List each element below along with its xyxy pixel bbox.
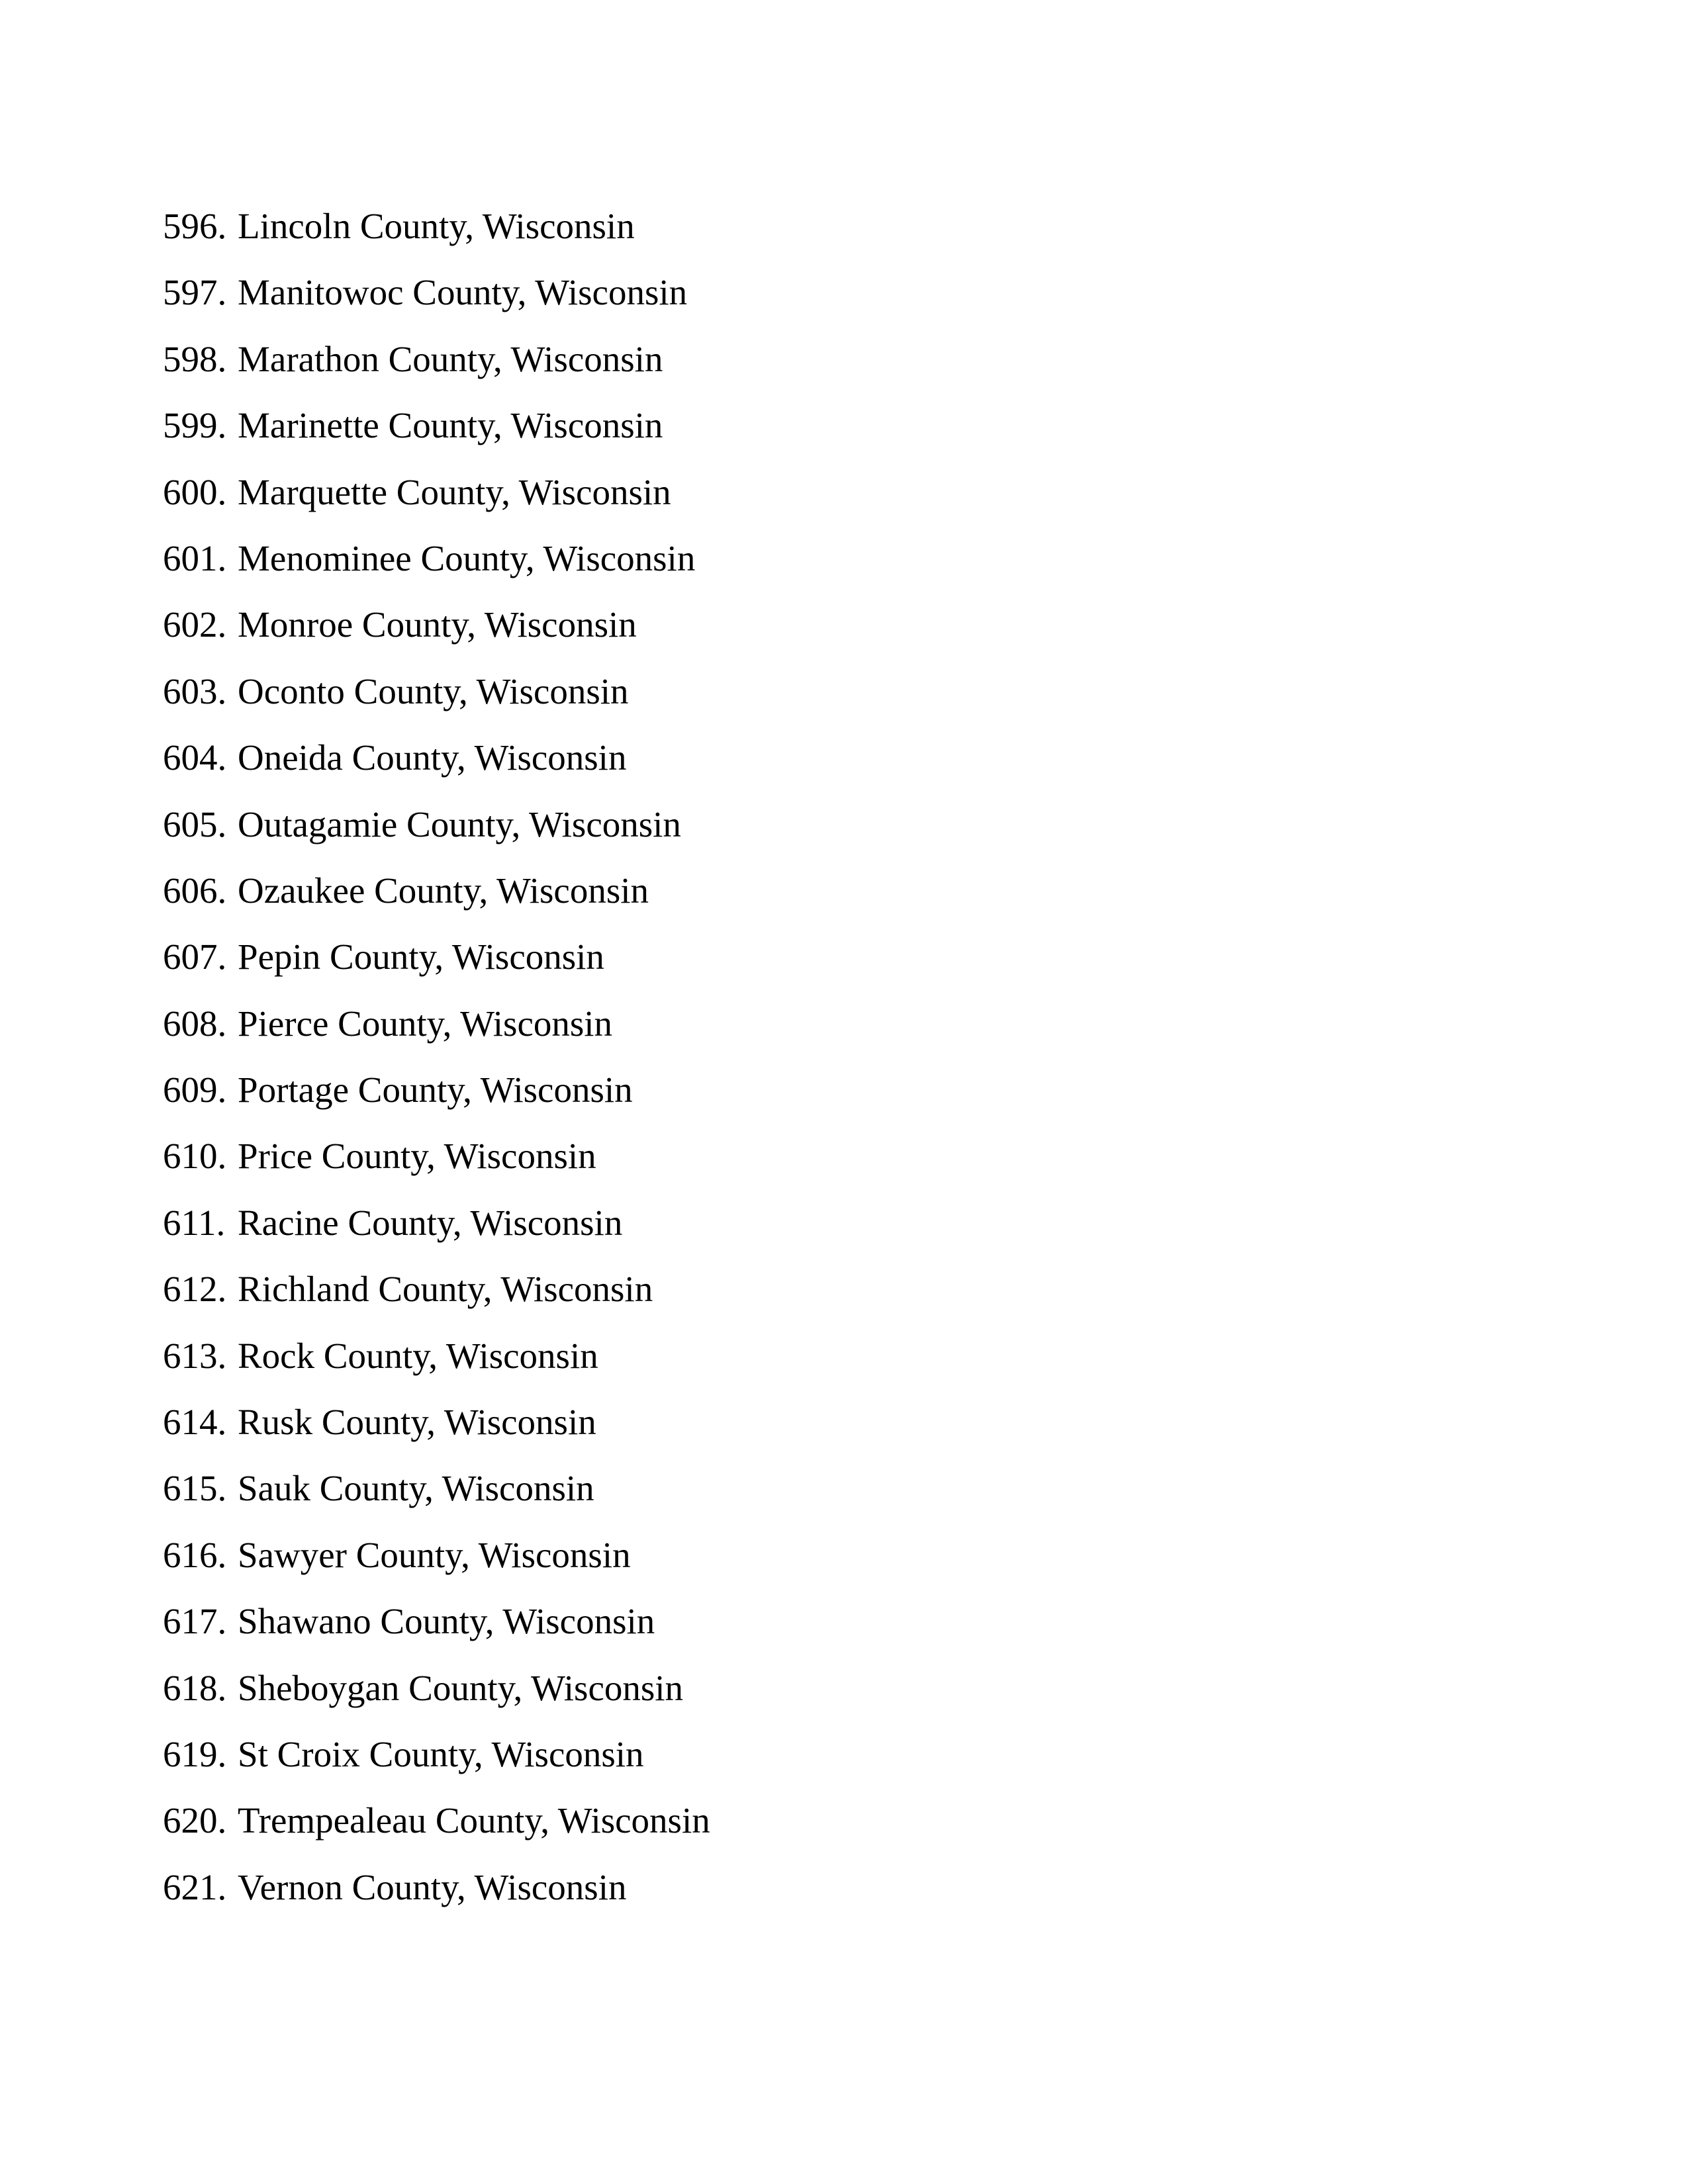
item-number: 618. <box>163 1667 227 1708</box>
item-number: 609. <box>163 1069 227 1111</box>
list-item <box>163 259 710 326</box>
list-item <box>163 1721 710 1788</box>
list-item <box>163 725 710 791</box>
item-number: 601. <box>163 537 227 578</box>
list-item <box>163 1057 710 1123</box>
list-item <box>163 1655 710 1721</box>
list-item <box>163 858 710 924</box>
item-name: Manitowoc County, Wisconsin <box>238 272 688 313</box>
item-name: Sheboygan County, Wisconsin <box>238 1667 684 1708</box>
item-name: Lincoln County, Wisconsin <box>238 206 635 246</box>
list-item <box>163 1323 710 1389</box>
list-item <box>163 1854 710 1921</box>
item-number: 616. <box>163 1534 227 1575</box>
item-name: Marquette County, Wisconsin <box>238 471 671 512</box>
item-number: 617. <box>163 1601 227 1642</box>
item-number: 602. <box>163 604 227 645</box>
item-number: 596. <box>163 206 227 246</box>
item-name: Price County, Wisconsin <box>238 1136 596 1177</box>
item-number: 620. <box>163 1800 227 1841</box>
item-number: 600. <box>163 471 227 512</box>
item-name: Menominee County, Wisconsin <box>238 537 696 578</box>
item-name: Ozaukee County, Wisconsin <box>238 870 649 911</box>
item-name: Pierce County, Wisconsin <box>238 1003 613 1044</box>
item-number: 599. <box>163 405 227 446</box>
list-item <box>163 1522 710 1588</box>
item-name: Portage County, Wisconsin <box>238 1069 633 1111</box>
item-number: 615. <box>163 1468 227 1509</box>
county-list <box>163 193 710 1921</box>
list-item <box>163 1256 710 1322</box>
item-number: 608. <box>163 1003 227 1044</box>
item-name: Trempealeau County, Wisconsin <box>238 1800 710 1841</box>
list-item <box>163 1455 710 1522</box>
item-name: Shawano County, Wisconsin <box>238 1601 655 1642</box>
item-number: 604. <box>163 737 227 778</box>
list-item <box>163 193 710 259</box>
item-number: 619. <box>163 1733 227 1774</box>
item-number: 614. <box>163 1402 227 1443</box>
item-number: 621. <box>163 1866 227 1907</box>
list-item <box>163 1788 710 1854</box>
item-name: Rock County, Wisconsin <box>238 1335 598 1376</box>
item-number: 603. <box>163 670 227 711</box>
list-item <box>163 525 710 592</box>
item-name: Oconto County, Wisconsin <box>238 670 629 711</box>
item-number: 612. <box>163 1269 227 1310</box>
list-item <box>163 326 710 392</box>
item-name: Marathon County, Wisconsin <box>238 338 663 379</box>
item-name: Oneida County, Wisconsin <box>238 737 627 778</box>
item-name: Sauk County, Wisconsin <box>238 1468 594 1509</box>
item-number: 613. <box>163 1335 227 1376</box>
list-item <box>163 1190 710 1256</box>
list-item <box>163 1389 710 1455</box>
item-name: Racine County, Wisconsin <box>238 1202 623 1243</box>
item-number: 607. <box>163 936 227 978</box>
list-item <box>163 991 710 1057</box>
item-name: Richland County, Wisconsin <box>238 1269 653 1310</box>
list-item <box>163 792 710 858</box>
item-name: Marinette County, Wisconsin <box>238 405 663 446</box>
item-number: 606. <box>163 870 227 911</box>
item-name: Sawyer County, Wisconsin <box>238 1534 631 1575</box>
list-item <box>163 659 710 725</box>
item-number: 597. <box>163 272 227 313</box>
item-number: 605. <box>163 803 227 844</box>
item-number: 610. <box>163 1136 227 1177</box>
list-item <box>163 392 710 459</box>
item-number: 598. <box>163 338 227 379</box>
item-name: Monroe County, Wisconsin <box>238 604 637 645</box>
list-item <box>163 924 710 990</box>
item-name: St Croix County, Wisconsin <box>238 1733 644 1774</box>
item-name: Outagamie County, Wisconsin <box>238 803 681 844</box>
item-name: Rusk County, Wisconsin <box>238 1402 596 1443</box>
list-item <box>163 1123 710 1189</box>
list-item <box>163 592 710 658</box>
list-item <box>163 1588 710 1655</box>
item-name: Vernon County, Wisconsin <box>238 1866 627 1907</box>
item-number: 611. <box>163 1202 226 1243</box>
item-name: Pepin County, Wisconsin <box>238 936 604 978</box>
list-item <box>163 459 710 525</box>
